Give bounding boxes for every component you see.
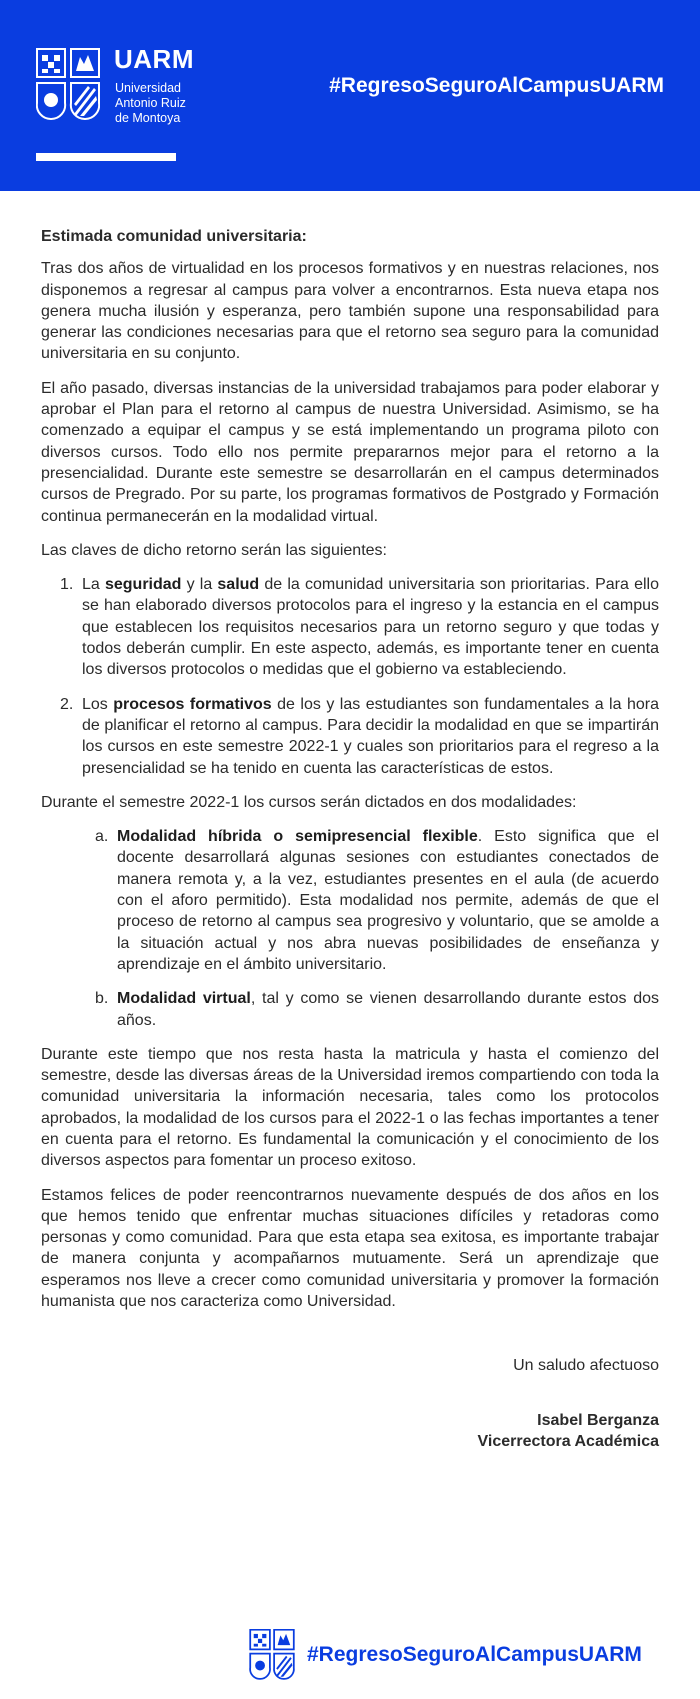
- university-crest-icon: [36, 48, 100, 122]
- list-item: [41, 574, 659, 680]
- signer-title: Vicerrectora Académica: [477, 1432, 659, 1450]
- footer: [248, 1629, 668, 1681]
- brand-subtitle-line: Universidad: [115, 81, 182, 95]
- brand-subtitle-line: de Montoya: [115, 111, 181, 125]
- brand-subtitle-line: Antonio Ruiz: [115, 96, 186, 110]
- numbered-list: [41, 574, 659, 779]
- bold-text: Modalidad híbrida o semipresencial flexible: [117, 828, 478, 846]
- paragraph: El año pasado, diversas instancias de la universidad trabajamos para poder elaborar y aprobar el Plan para el retorno al campus de nuestra Universidad. Asimismo, se ha comenzado a equipar el campus y se está implementando un programa piloto con diversos cursos. Todo ello nos permite prepararnos mejor para el retorno a la presencialidad. Durante este semestre se desarrollarán en el campus determinados cursos de Pregrado. Por su parte, los programas formativos de Postgrado y Formación continua permanecerán en la modalidad virtual.: [41, 379, 659, 525]
- text: Los: [82, 695, 114, 713]
- header-banner: [0, 0, 700, 191]
- list-item: [41, 694, 659, 779]
- paragraph: Durante este tiempo que nos resta hasta la matricula y hasta el comienzo del semestre, desde las diversas áreas de la Universidad iremos compartiendo con toda la comunidad universitaria la información necesaria, tales como los protocolos aprobados, la modalidad de los cursos para el 2022-1 o las fechas importantes a tener en cuenta para el retorno. Es fundamental la comunicación y el conocimiento de los diversos aspectos para fomentar un proceso exitoso.: [41, 1045, 659, 1170]
- bold-text: seguridad: [104, 576, 182, 594]
- paragraph: Tras dos años de virtualidad en los procesos formativos y en nuestras relaciones, nos disponemos a regresar al campus para volver a encontrarnos. Esta nueva etapa nos genera mucha ilusión y esperanza, pero también supone una responsabilidad para generar las condiciones necesarias para que el retorno sea seguro para la comunidad universitaria en su conjunto.: [41, 260, 659, 363]
- brand-name: UARM: [114, 44, 194, 74]
- greeting: Estimada comunidad universitaria:: [41, 228, 307, 245]
- bold-text: salud: [217, 576, 260, 594]
- text: , tal y como se vienen desarrollando durante estos dos años.: [117, 990, 660, 1029]
- list-marker: 1.: [60, 576, 74, 594]
- list-item: [41, 988, 659, 1031]
- brand-subtitle: [115, 81, 186, 126]
- text: y la: [181, 576, 218, 594]
- signer-name: Isabel Berganza: [537, 1411, 659, 1429]
- paragraph: Durante el semestre 2022-1 los cursos serán dictados en dos modalidades:: [41, 793, 577, 811]
- university-crest-icon: [248, 1629, 296, 1681]
- text: de la comunidad universitaria son prioritarias. Para ello se han elaborado diversos protocolos para el ingreso y la estancia en el campus que establecen los requisitos necesarios para un retorno seguro y que todas y todos deberán cumplir. En este aspecto, además, es importante tener en cuenta los diversos protocolos o medidas que el gobierno va estableciendo.: [82, 576, 659, 679]
- text: de los y las estudiantes son fundamentales a la hora de planificar el retorno al campus. Para decidir la modalidad en que se impartirán los cursos en este semestre 2022-1 y cuales son prioritarios para el regreso a la presencialidad se ha tenido en cuenta las características de estos.: [82, 695, 659, 777]
- header-divider: [36, 153, 176, 161]
- paragraph: Estamos felices de poder reencontrarnos nuevamente después de dos años en los que hemos tenido que enfrentar muchas situaciones difíciles y retadoras como personas y como comunidad. Para que esta etapa sea exitosa, es importante trabajar de manera conjunta y acompañarnos mutuamente. Será un aprendizaje que esperamos nos lleve a crecer como comunidad universitaria y promover la formación humanista que nos caracteriza como Universidad.: [41, 1186, 659, 1311]
- closing: Un saludo afectuoso: [513, 1357, 659, 1375]
- letter-body: [41, 226, 659, 1452]
- lettered-list: [41, 826, 659, 1031]
- bold-text: procesos formativos: [113, 695, 272, 713]
- header-hashtag: #RegresoSeguroAlCampusUARM: [329, 74, 664, 97]
- signature-block: [41, 1410, 659, 1452]
- list-marker: 2.: [60, 695, 74, 713]
- text: . Esto significa que el docente desarrollará algunas sesiones con estudiantes conectados de manera remota y, a la vez, estudiantes presentes en el aula (de acuerdo con el aforo permitido). Esta modalidad nos permite, además de que el proceso de retorno al campus sea progresivo y voluntario, que se amolde a la situación actual y nos abra nuevas posibilidades de enseñanza y aprendizaje en el ámbito universitario.: [117, 828, 659, 973]
- list-marker: a.: [95, 828, 109, 846]
- text: La: [82, 576, 105, 594]
- list-item: [41, 826, 659, 975]
- footer-hashtag: #RegresoSeguroAlCampusUARM: [307, 1643, 642, 1666]
- bold-text: Modalidad virtual: [117, 990, 251, 1008]
- paragraph: Las claves de dicho retorno serán las siguientes:: [41, 541, 387, 559]
- list-marker: b.: [95, 990, 109, 1008]
